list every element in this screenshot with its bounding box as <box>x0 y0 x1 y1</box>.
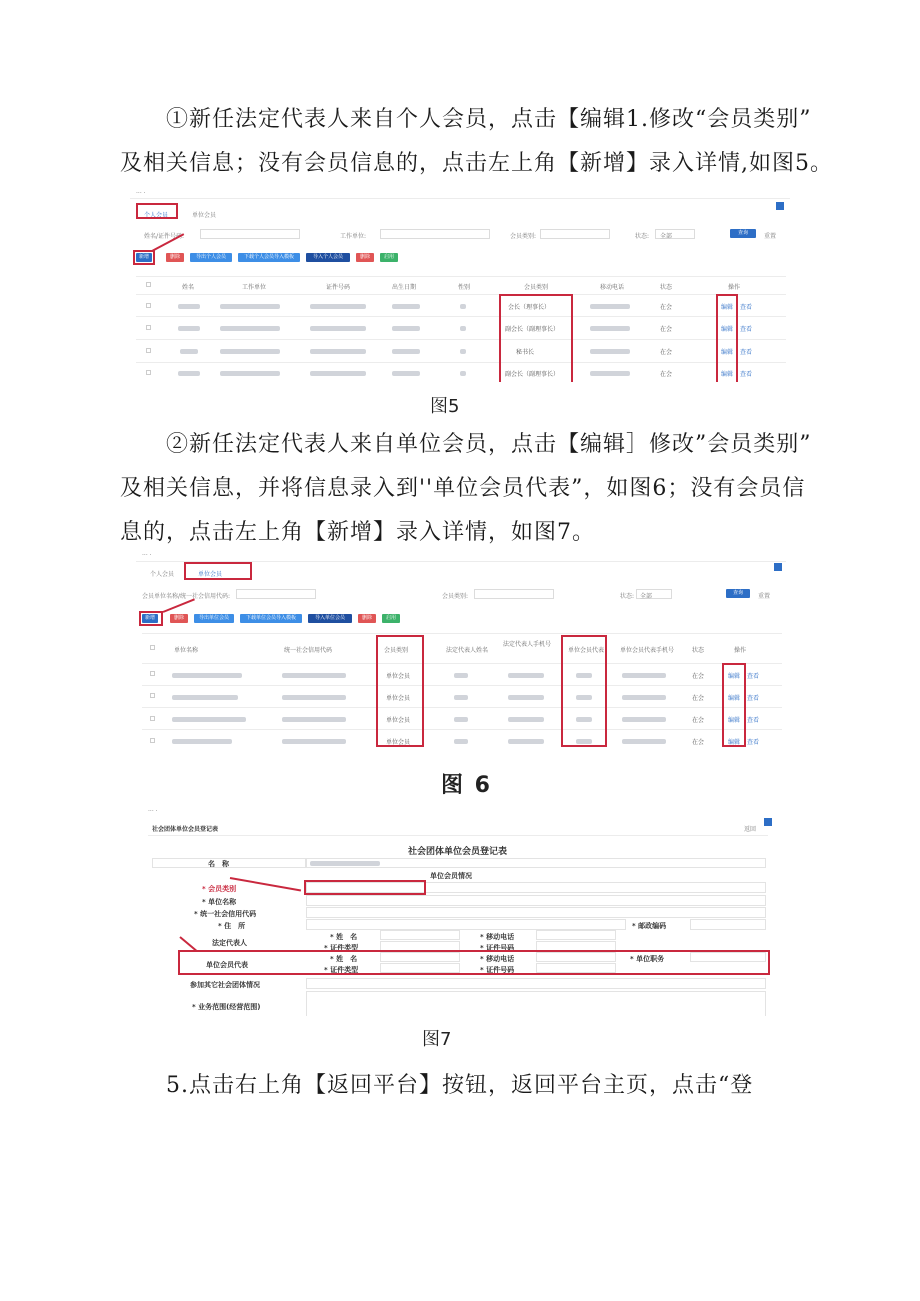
remove-button[interactable]: 删除 <box>358 614 376 623</box>
tab-personal-member[interactable]: 个人会员 <box>150 571 175 578</box>
select-all-checkbox[interactable] <box>150 645 155 650</box>
address-field[interactable] <box>306 919 626 930</box>
breadcrumb: ··· · <box>142 552 152 559</box>
legal-rep-mobile-field[interactable] <box>536 930 616 940</box>
label-unit-rep-position: * 单位职务 <box>630 955 665 963</box>
highlight-tab <box>184 562 252 580</box>
export-button[interactable]: 导出个人会员 <box>190 253 232 262</box>
search-label-category: 会员类别: <box>442 593 469 600</box>
reset-button[interactable]: 重置 <box>764 233 777 240</box>
label-legal-rep-id-no: * 证件号码 <box>480 944 515 952</box>
view-link[interactable]: 查看 <box>740 371 753 378</box>
member-status: 在会 <box>660 304 673 311</box>
paragraph-2-line-1: ②新任法定代表人来自单位会员，点击【编辑］修改”会员类别” <box>166 432 812 457</box>
edit-link[interactable]: 编辑 <box>728 739 741 746</box>
unit-status: 在会 <box>692 717 705 724</box>
label-unit-rep-id-no: * 证件号码 <box>480 966 515 974</box>
row-checkbox[interactable] <box>146 370 151 375</box>
unit-search-input[interactable] <box>236 589 316 599</box>
paragraph-2-line-2: 及相关信息，并将信息录入到''单位会员代表”，如图6；没有会员信 <box>120 476 806 501</box>
label-postcode: * 邮政编码 <box>632 922 667 930</box>
postcode-field[interactable] <box>690 919 766 930</box>
highlight-edit-column <box>722 663 746 747</box>
enable-button[interactable]: 启用 <box>382 614 400 623</box>
view-link[interactable]: 查看 <box>747 673 760 680</box>
remove-button[interactable]: 删除 <box>356 253 374 262</box>
edit-link[interactable]: 编辑 <box>721 371 734 378</box>
search-label-employer: 工作单位: <box>340 233 367 240</box>
row-checkbox[interactable] <box>150 671 155 676</box>
search-label-status: 状态: <box>635 233 650 240</box>
col-header: 单位名称 <box>174 647 199 654</box>
form-title: 社会团体单位会员登记表 <box>407 847 507 857</box>
collapse-icon[interactable] <box>764 818 772 826</box>
arrow-pointer <box>163 598 195 613</box>
query-button[interactable]: 查询 <box>730 229 756 238</box>
row-checkbox[interactable] <box>150 738 155 743</box>
search-label-unit: 会员单位名称/统一社会信用代码: <box>142 593 231 600</box>
label-category: * 会员类别 <box>202 885 237 893</box>
unit-status: 在会 <box>692 739 705 746</box>
tab-unit-member[interactable]: 单位会员 <box>192 212 217 219</box>
member-status: 在会 <box>660 326 673 333</box>
paragraph-3-line-1: 5.点击右上角【返回平台】按钮，返回平台主页，点击“登 <box>166 1073 754 1098</box>
add-button[interactable]: 新增 <box>136 253 152 262</box>
paragraph-2 <box>120 423 812 555</box>
row-checkbox[interactable] <box>146 325 151 330</box>
search-label-status: 状态: <box>620 593 635 600</box>
arrow-pointer <box>230 877 301 891</box>
label-legal-rep: 法定代表人 <box>212 939 247 947</box>
label-join-info: 参加其它社会团体情况 <box>190 981 260 989</box>
breadcrumb: ··· · <box>136 190 146 197</box>
employer-input[interactable] <box>380 229 490 239</box>
unit-status: 在会 <box>692 695 705 702</box>
paragraph-2-line-3: 息的，点击左上角【新增】录入详情，如图7。 <box>120 520 595 545</box>
collapse-icon[interactable] <box>776 202 784 210</box>
query-button[interactable]: 查询 <box>726 589 750 598</box>
label-legal-rep-id-type: * 证件类型 <box>324 944 359 952</box>
edit-link[interactable]: 编辑 <box>721 349 734 356</box>
paragraph-1 <box>120 98 833 186</box>
unit-status: 在会 <box>692 673 705 680</box>
view-link[interactable]: 查看 <box>740 326 753 333</box>
row-checkbox[interactable] <box>146 303 151 308</box>
highlight-edit-column <box>716 294 738 382</box>
col-header: 会员类别 <box>384 647 409 654</box>
paragraph-3 <box>120 1064 800 1108</box>
select-all-checkbox[interactable] <box>146 282 151 287</box>
highlight-category-field <box>304 880 426 895</box>
col-header: 统一社会信用代码 <box>284 647 333 654</box>
business-field[interactable] <box>306 991 766 1016</box>
col-header: 工作单位 <box>242 284 267 291</box>
download-template-button[interactable]: 下载单位会员导入模板 <box>240 614 302 623</box>
label-legal-rep-mobile: * 移动电话 <box>480 933 515 941</box>
col-header: 法定代表人手机号 <box>502 641 551 648</box>
highlight-unit-rep-row <box>178 950 770 975</box>
category-select[interactable] <box>474 589 554 599</box>
edit-link[interactable]: 编辑 <box>721 304 734 311</box>
download-template-button[interactable]: 下载个人会员导入模板 <box>238 253 300 262</box>
collapse-icon[interactable] <box>774 563 782 571</box>
col-header: 出生日期 <box>392 284 417 291</box>
edit-link[interactable]: 编辑 <box>728 673 741 680</box>
label-unit-rep-mobile: * 移动电话 <box>480 955 515 963</box>
col-header: 操作 <box>728 284 741 291</box>
row-checkbox[interactable] <box>150 716 155 721</box>
unit-category: 单位会员 <box>386 673 411 680</box>
figure-7-screenshot <box>140 804 775 1016</box>
credit-code-field[interactable] <box>306 907 766 918</box>
status-value: 全部 <box>660 233 673 240</box>
highlight-category-column <box>499 294 573 382</box>
name-input[interactable] <box>200 229 300 239</box>
tab-unit-member[interactable]: 单位会员 <box>198 571 223 578</box>
view-link[interactable]: 查看 <box>747 717 760 724</box>
search-label-name: 姓名/证件号码: <box>144 233 185 240</box>
label-address: * 住 所 <box>218 922 246 930</box>
tab-personal-member[interactable]: 个人会员 <box>144 212 169 219</box>
delete-button[interactable]: 删除 <box>166 253 184 262</box>
export-button[interactable]: 导出单位会员 <box>194 614 234 623</box>
view-link[interactable]: 查看 <box>747 739 760 746</box>
delete-button[interactable]: 删除 <box>170 614 188 623</box>
highlight-category-column <box>376 635 424 747</box>
edit-link[interactable]: 编辑 <box>728 695 741 702</box>
figure-7-caption: 图7 <box>422 1029 452 1050</box>
unit-category: 单位会员 <box>386 695 411 702</box>
member-category: 副会长（副理事长） <box>505 371 560 378</box>
col-header: 单位会员代表 <box>568 647 605 654</box>
col-header: 状态 <box>660 284 673 291</box>
import-button[interactable]: 导入单位会员 <box>308 614 352 623</box>
label-unit-name: * 单位名称 <box>202 898 237 906</box>
view-link[interactable]: 查看 <box>740 349 753 356</box>
search-label-category: 会员类别: <box>510 233 537 240</box>
figure-5-caption: 图5 <box>430 396 460 417</box>
col-header: 证件号码 <box>326 284 351 291</box>
legal-rep-name-field[interactable] <box>380 930 460 940</box>
reset-button[interactable]: 重置 <box>758 593 771 600</box>
import-button[interactable]: 导入个人会员 <box>306 253 350 262</box>
row-checkbox[interactable] <box>150 693 155 698</box>
back-link[interactable]: 返回 <box>744 826 757 833</box>
col-header: 单位会员代表手机号 <box>620 647 675 654</box>
view-link[interactable]: 查看 <box>740 304 753 311</box>
paragraph-1-line-2: 及相关信息；没有会员信息的，点击左上角【新增】录入详情,如图5。 <box>120 151 833 176</box>
col-header: 法定代表人姓名 <box>446 647 489 654</box>
member-status: 在会 <box>660 349 673 356</box>
section-header: 单位会员情况 <box>430 872 472 880</box>
highlight-add <box>139 611 163 626</box>
unit-category: 单位会员 <box>386 739 411 746</box>
col-header: 操作 <box>734 647 747 654</box>
add-button[interactable]: 新增 <box>142 614 158 623</box>
col-header: 移动电话 <box>600 284 625 291</box>
category-select[interactable] <box>540 229 610 239</box>
unit-category: 单位会员 <box>386 717 411 724</box>
member-category: 秘书长 <box>516 349 535 356</box>
figure-6-caption: 图 6 <box>441 773 492 798</box>
member-category: 副会长（副理事长） <box>505 326 560 333</box>
join-info-field[interactable] <box>306 978 766 989</box>
page-title: 社会团体单位会员登记表 <box>152 826 219 833</box>
highlight-rep-column <box>561 635 607 747</box>
edit-link[interactable]: 编辑 <box>721 326 734 333</box>
paragraph-1-line-1: ①新任法定代表人来自个人会员，点击【编辑1.修改“会员类别” <box>166 107 812 132</box>
row-checkbox[interactable] <box>146 348 151 353</box>
enable-button[interactable]: 启用 <box>380 253 398 262</box>
figure-6-screenshot <box>136 549 786 749</box>
col-header: 性别 <box>458 284 471 291</box>
figure-5-screenshot <box>130 186 790 382</box>
edit-link[interactable]: 编辑 <box>728 717 741 724</box>
col-header: 姓名 <box>182 284 195 291</box>
view-link[interactable]: 查看 <box>747 695 760 702</box>
label-business: * 业务范围(经营范围) <box>192 1003 261 1011</box>
label-unit-rep-name: * 姓 名 <box>330 955 358 963</box>
col-header: 状态 <box>692 647 705 654</box>
breadcrumb: ··· · <box>148 808 158 815</box>
status-value: 全部 <box>640 593 653 600</box>
label-legal-rep-name: * 姓 名 <box>330 933 358 941</box>
col-header: 会员类别 <box>524 284 549 291</box>
highlight-tab <box>136 203 178 219</box>
label-name: 名 称 <box>208 860 229 868</box>
member-category: 会长（理事长） <box>508 304 551 311</box>
member-status: 在会 <box>660 371 673 378</box>
label-unit-rep-id-type: * 证件类型 <box>324 966 359 974</box>
unit-name-field[interactable] <box>306 895 766 906</box>
label-credit-code: * 统一社会信用代码 <box>194 910 257 918</box>
label-unit-rep: 单位会员代表 <box>206 961 248 969</box>
